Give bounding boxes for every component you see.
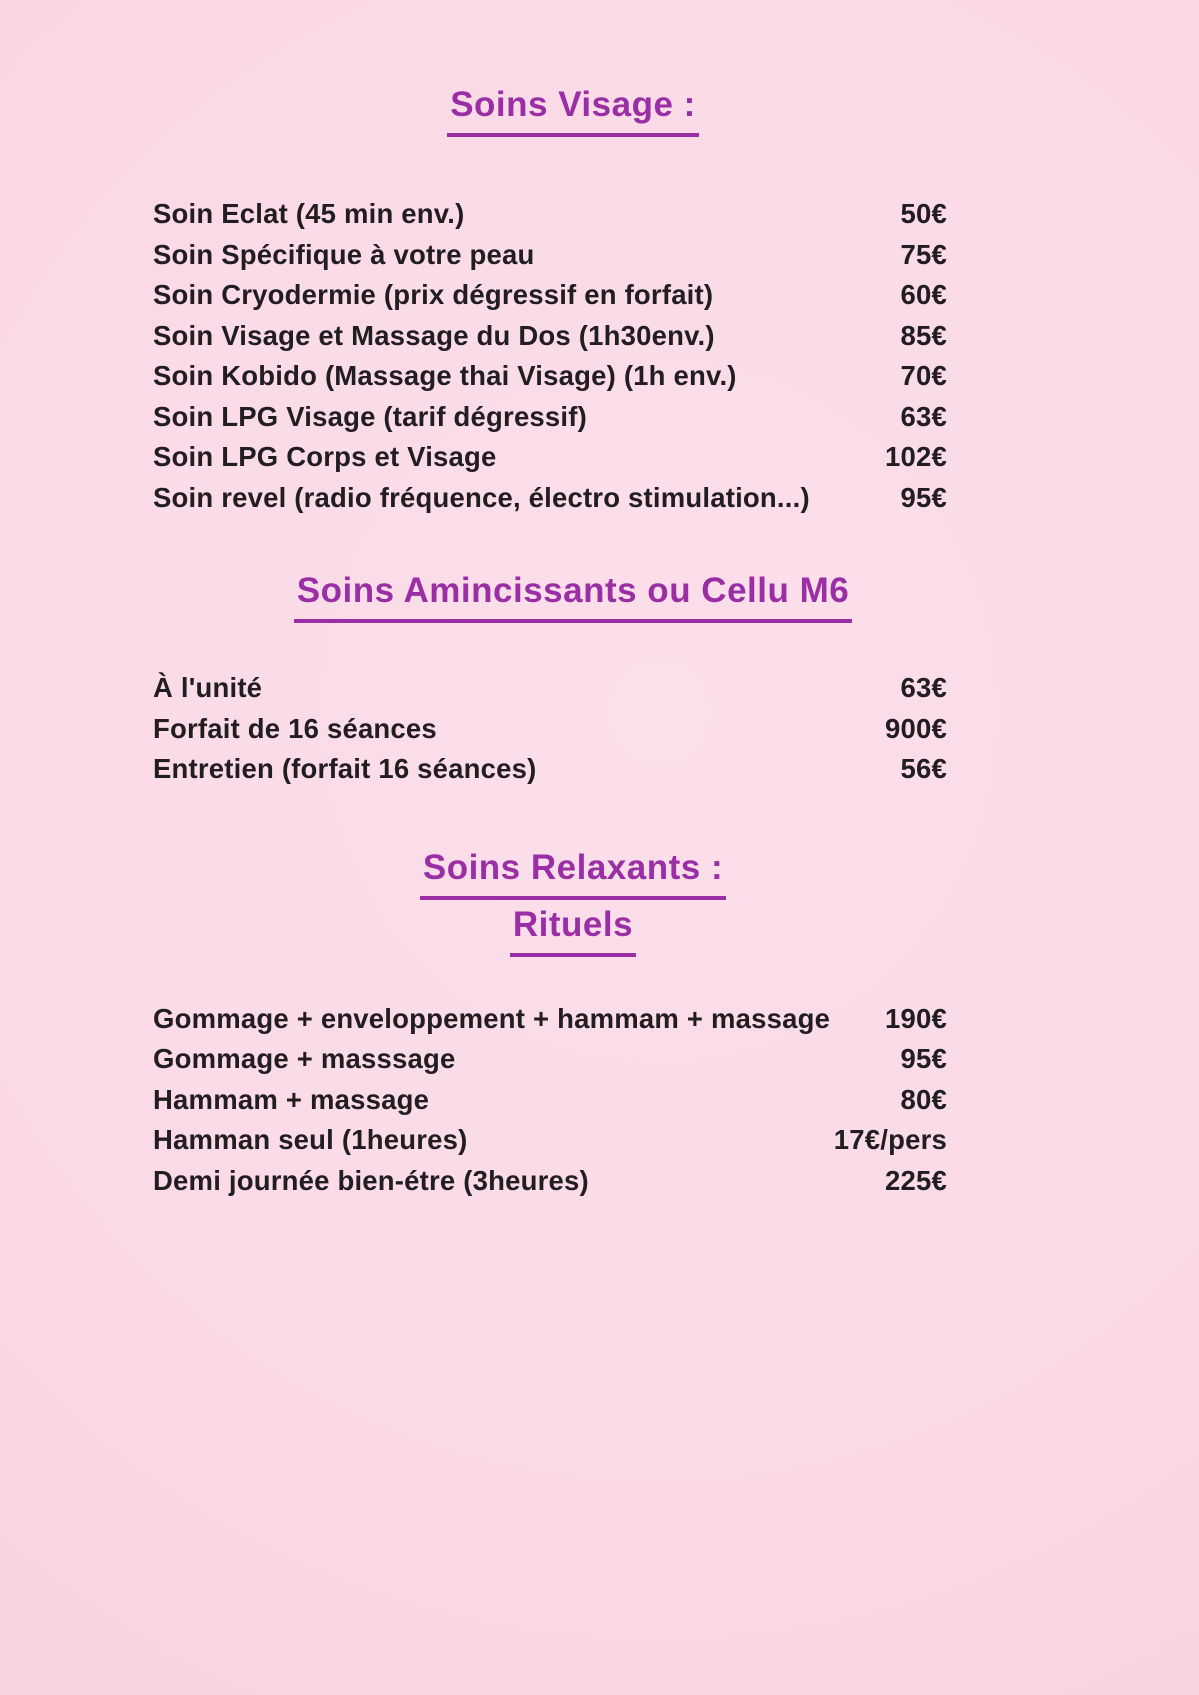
menu-item-label: Soin Visage et Massage du Dos (1h30env.) bbox=[153, 319, 715, 351]
menu-item-label: À l'unité bbox=[153, 672, 263, 703]
menu-item-label: Forfait de 16 séances bbox=[153, 712, 437, 744]
section-title-soins-relaxants bbox=[153, 843, 993, 957]
menu-item-price: 70€ bbox=[900, 360, 947, 391]
menu-item-row bbox=[153, 1161, 993, 1202]
menu-item-row bbox=[153, 1120, 993, 1161]
menu-item-price: 85€ bbox=[900, 319, 947, 351]
menu-item-price: 63€ bbox=[900, 672, 947, 703]
menu-item-label: Soin Kobido (Massage thai Visage) (1h env.) bbox=[153, 360, 737, 391]
menu-item-label: Entretien (forfait 16 séances) bbox=[153, 753, 537, 784]
menu-item-row bbox=[153, 235, 993, 276]
menu-item-price: 95€ bbox=[900, 481, 947, 513]
menu-item-label: Gommage + masssage bbox=[153, 1043, 456, 1074]
menu-item-label: Soin Eclat (45 min env.) bbox=[153, 198, 465, 229]
menu-item-price: 225€ bbox=[885, 1164, 947, 1196]
menu-item-row bbox=[153, 668, 993, 709]
menu-item-price: 56€ bbox=[900, 753, 947, 784]
menu-item-price: 63€ bbox=[900, 400, 947, 432]
menu-item-label: Gommage + enveloppement + hammam + massage bbox=[153, 1002, 831, 1034]
menu-item-price: 17€/pers bbox=[833, 1124, 947, 1155]
menu-item-label: Demi journée bien-étre (3heures) bbox=[153, 1164, 589, 1196]
menu-item-price: 190€ bbox=[885, 1002, 947, 1034]
menu-item-label: Hamman seul (1heures) bbox=[153, 1124, 468, 1155]
menu-item-label: Soin revel (radio fréquence, électro stimulation...) bbox=[153, 481, 810, 513]
section-title-soins-visage bbox=[153, 80, 993, 137]
section-title-text: Soins Relaxants : bbox=[420, 843, 726, 900]
menu-item-price: 50€ bbox=[900, 198, 947, 229]
menu-list-soins-visage bbox=[153, 194, 993, 518]
section-subtitle-text: Rituels bbox=[510, 900, 636, 957]
menu-item-label: Hammam + massage bbox=[153, 1083, 430, 1115]
menu-item-row bbox=[153, 356, 993, 397]
menu-item-row bbox=[153, 1080, 993, 1121]
section-title-soins-amincissants bbox=[153, 566, 993, 623]
menu-item-row bbox=[153, 1039, 993, 1080]
menu-item-price: 80€ bbox=[900, 1083, 947, 1115]
section-title-text: Soins Visage : bbox=[447, 80, 699, 137]
menu-item-row bbox=[153, 478, 993, 519]
menu-item-row bbox=[153, 316, 993, 357]
menu-item-label: Soin LPG Visage (tarif dégressif) bbox=[153, 400, 587, 432]
menu-item-price: 75€ bbox=[900, 238, 947, 270]
menu-item-row bbox=[153, 709, 993, 750]
menu-list-rituels bbox=[153, 999, 993, 1202]
menu-item-row bbox=[153, 397, 993, 438]
menu-item-label: Soin LPG Corps et Visage bbox=[153, 441, 497, 472]
menu-item-label: Soin Cryodermie (prix dégressif en forfait) bbox=[153, 279, 714, 310]
menu-item-row bbox=[153, 999, 993, 1040]
menu-item-label: Soin Spécifique à votre peau bbox=[153, 238, 535, 270]
menu-content bbox=[153, 0, 993, 1201]
menu-item-row bbox=[153, 194, 993, 235]
menu-item-price: 102€ bbox=[885, 441, 947, 472]
menu-item-price: 900€ bbox=[885, 712, 947, 744]
menu-item-row bbox=[153, 749, 993, 790]
menu-item-price: 95€ bbox=[900, 1043, 947, 1074]
menu-list-soins-amincissants bbox=[153, 668, 993, 790]
section-title-text: Soins Amincissants ou Cellu M6 bbox=[294, 566, 852, 623]
menu-item-row bbox=[153, 437, 993, 478]
menu-item-price: 60€ bbox=[900, 279, 947, 310]
menu-item-row bbox=[153, 275, 993, 316]
